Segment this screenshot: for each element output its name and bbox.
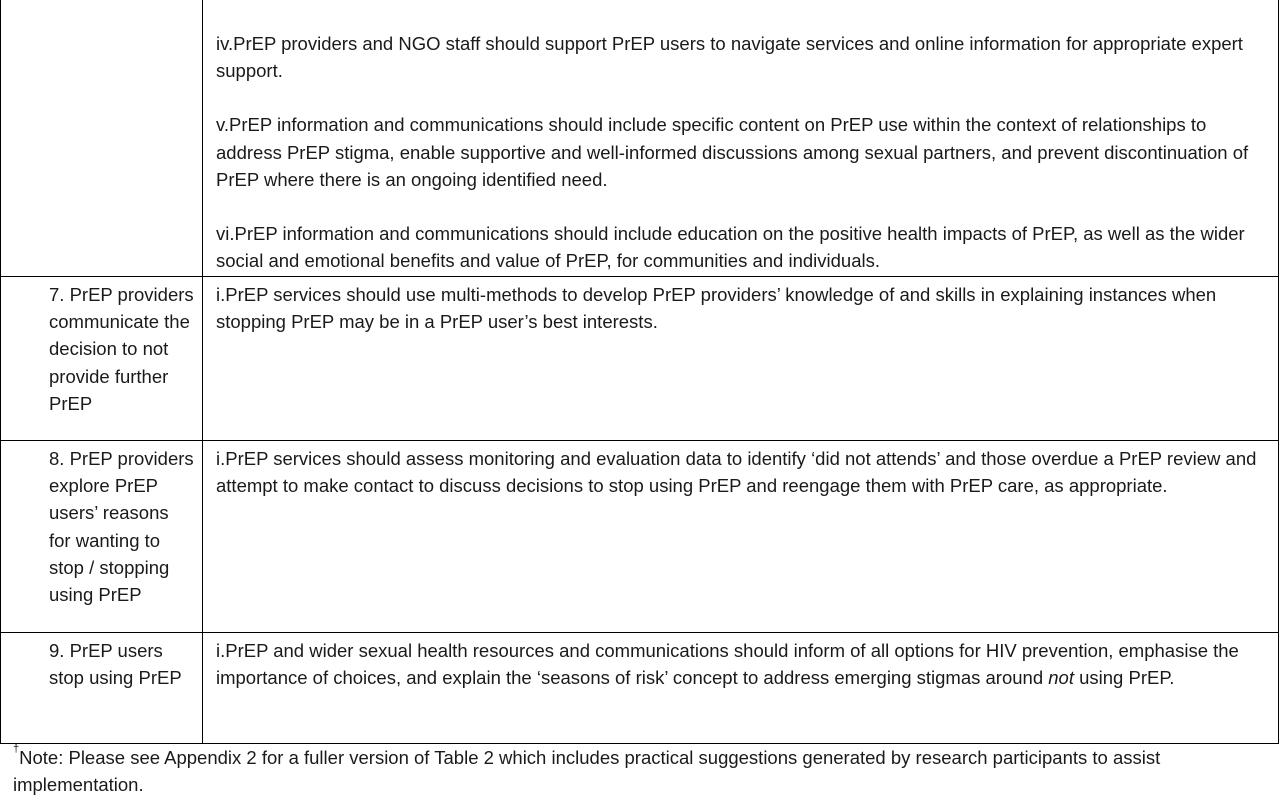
recommendation-cell xyxy=(204,633,1278,743)
recommendation-text: v.PrEP information and communications should include specific content on PrEP use within the context of relationships to address PrEP stigma, enable supportive and well-informed discussions among sexual partners, and prevent discontinuation of PrEP where there is an ongoing identified need. xyxy=(216,114,1249,190)
table-row xyxy=(1,0,1278,276)
table-row xyxy=(1,632,1278,743)
table-footnote xyxy=(13,744,1278,798)
recommendation-text: i.PrEP services should assess monitoring and evaluation data to identify ‘did not attends’ and those overdue a PrEP review and attempt to make contact to discuss decisions to stop using PrEP and reengage them with PrEP care, as appropriate. xyxy=(216,448,1257,497)
table-row xyxy=(1,276,1278,440)
recommendation-cell xyxy=(204,0,1278,276)
recommendation-cell xyxy=(204,277,1278,440)
stage-label: 9. PrEP users stop using PrEP xyxy=(49,640,182,689)
recommendation-text-main: i.PrEP and wider sexual health resources and communications should inform of all options for HIV prevention, emphasise the importance of choices, and explain the ‘seasons of risk’ concept to address emerging stigmas around xyxy=(216,640,1239,689)
stage-cell xyxy=(1,277,203,440)
recommendation-text xyxy=(216,637,1266,691)
recommendation-text: i.PrEP services should use multi-methods to develop PrEP providers’ knowledge of and skills in explaining instances when stopping PrEP may be in a PrEP user’s best interests. xyxy=(216,284,1217,333)
recommendation-text: vi.PrEP information and communications should include education on the positive health impacts of PrEP, as well as the wider social and emotional benefits and value of PrEP, for communities and individuals. xyxy=(216,223,1245,272)
stage-cell xyxy=(1,0,203,276)
recommendation-cell xyxy=(204,441,1278,632)
table-row xyxy=(1,440,1278,632)
stage-label: 7. PrEP providers communicate the decision to not provide further PrEP xyxy=(49,284,194,414)
recommendation-text-tail: using PrEP. xyxy=(1073,667,1175,689)
stage-cell xyxy=(1,441,203,632)
stage-label: 8. PrEP providers explore PrEP users’ reasons for wanting to stop / stopping using PrEP xyxy=(49,448,194,606)
footnote-marker: † xyxy=(13,743,20,755)
footnote-text: Note: Please see Appendix 2 for a fuller version of Table 2 which includes practical suggestions generated by research participants to assist implementation. xyxy=(13,747,1161,796)
emphasis-text: not xyxy=(1048,667,1074,689)
recommendation-text: iv.PrEP providers and NGO staff should support PrEP users to navigate services and online information for appropriate expert support. xyxy=(216,33,1243,82)
stage-cell xyxy=(1,633,203,743)
